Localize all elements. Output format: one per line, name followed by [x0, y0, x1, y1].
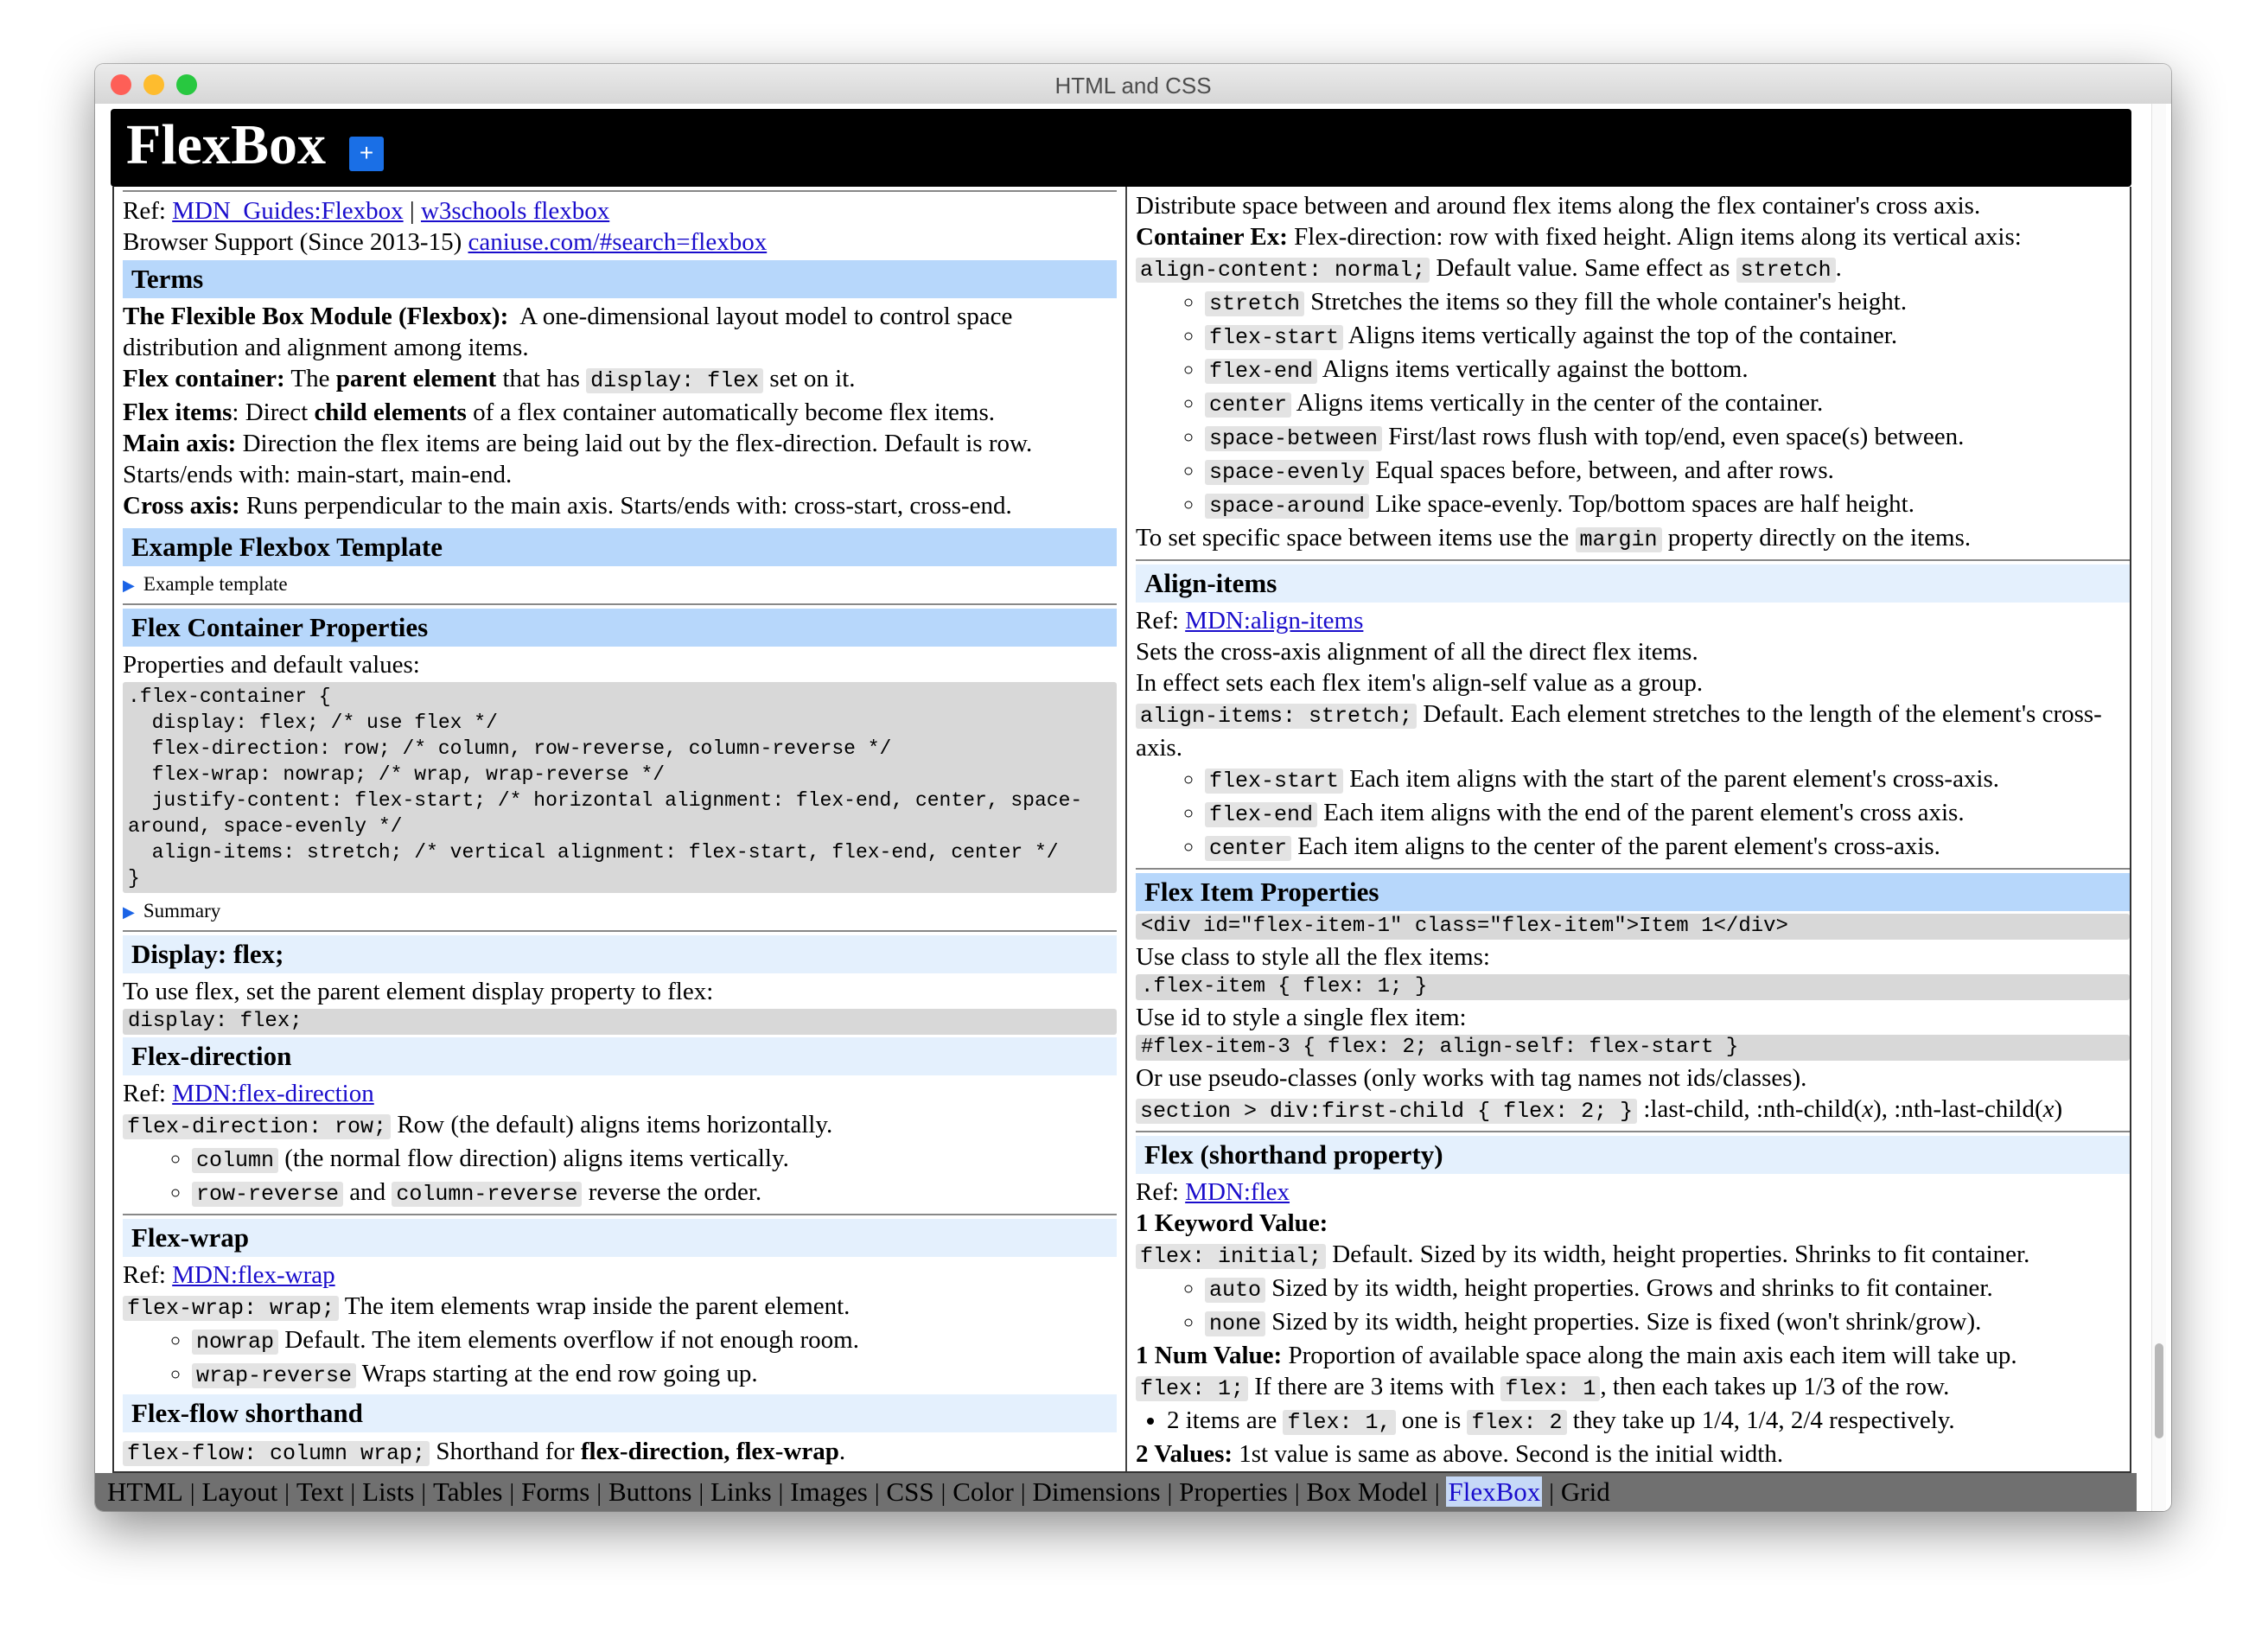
list-item: ◦ center Aligns items vertically in the center of the container.: [1205, 387, 2130, 421]
nav-link-lists[interactable]: Lists: [362, 1476, 415, 1507]
list-item: ◦ flex-start Each item aligns with the start of the parent element's cross-axis.: [1205, 763, 2130, 797]
nav-link-properties[interactable]: Properties: [1179, 1476, 1288, 1507]
flex-container-code: .flex-container { display: flex; /* use flex */ flex-direction: row; /* column, row-reverse, column-reverse */ flex-wrap: nowrap; /* wrap, wrap-reverse */ justify-content: flex-start; /* horizontal alignment: flex-end, center, space-around, space-evenly */ align-items: stretch; /* vertical alignment: flex-start, flex-end, center */ }: [123, 682, 1117, 893]
nav-link-images[interactable]: Images: [790, 1476, 868, 1507]
page-header: [111, 109, 2131, 187]
nav-link-links[interactable]: Links: [710, 1476, 772, 1507]
browser-window: [95, 64, 2171, 1511]
list-item: ◦ nowrap Default. The item elements overflow if not enough room.: [192, 1324, 1117, 1358]
nav-separator: |: [1549, 1480, 1554, 1507]
nav-separator: |: [778, 1480, 784, 1507]
flex-item-properties-header: Flex Item Properties: [1136, 873, 2130, 911]
two-values: 2 Values: 1st value is same as above. Second is the initial width.: [1136, 1440, 1784, 1468]
num-value: 1 Num Value: Proportion of available space along the main axis each item will take up.: [1136, 1342, 2017, 1369]
nav-separator: |: [698, 1480, 704, 1507]
list-item: ◦ auto Sized by its width, height properties. Grows and shrinks to fit container.: [1205, 1272, 2130, 1306]
nav-link-dimensions[interactable]: Dimensions: [1032, 1476, 1161, 1507]
mdn-flex-wrap-link[interactable]: MDN:flex-wrap: [172, 1261, 335, 1289]
display-code: display: flex;: [123, 1009, 1117, 1035]
fip-code2: .flex-item { flex: 1; }: [1136, 974, 2130, 1000]
divider: [1136, 559, 2130, 561]
ac-example: Container Ex: Flex-direction: row with fixed height. Align items along its vertical axis:: [1136, 223, 2022, 251]
nav-separator: |: [509, 1480, 515, 1507]
ai-ref: Ref: MDN:align-items: [1136, 607, 1364, 635]
fip-code3: #flex-item-3 { flex: 2; align-self: flex-start }: [1136, 1035, 2130, 1061]
list-item: • 2 items are flex: 1, one is flex: 2 they take up 1/4, 1/4, 2/4 respectively.: [1167, 1405, 2130, 1438]
disclosure-triangle-icon: ▶: [123, 577, 135, 594]
nav-separator: |: [284, 1480, 290, 1507]
ac-intro: Distribute space between and around flex items along the flex container's cross axis.: [1136, 192, 1981, 220]
expand-button[interactable]: +: [349, 137, 384, 171]
nav-separator: |: [189, 1480, 195, 1507]
display-flex-header: Display: flex;: [123, 935, 1117, 973]
divider: [123, 190, 1117, 192]
num-list: [1136, 1405, 2130, 1438]
nav-link-text[interactable]: Text: [296, 1476, 344, 1507]
term-cross-axis: Cross axis: Runs perpendicular to the main axis. Starts/ends with: cross-start, cross-end.: [123, 492, 1012, 520]
bottom-nav: [95, 1473, 2137, 1511]
nav-link-box-model[interactable]: Box Model: [1306, 1476, 1428, 1507]
page-viewport: [95, 104, 2171, 1511]
example-template-header: Example Flexbox Template: [123, 528, 1117, 566]
list-item: ◦ row-reverse and column-reverse reverse the order.: [192, 1177, 1117, 1210]
w3schools-flexbox-link[interactable]: w3schools flexbox: [420, 197, 610, 225]
nav-separator: |: [874, 1480, 880, 1507]
nav-link-html[interactable]: HTML: [107, 1476, 183, 1507]
nav-separator: |: [1294, 1480, 1300, 1507]
content-area: [112, 187, 2131, 1473]
fd-default: flex-direction: row; Row (the default) aligns items horizontally.: [123, 1109, 1117, 1143]
list-item: ◦ wrap-reverse Wraps starting at the end row going up.: [192, 1358, 1117, 1392]
nav-link-grid[interactable]: Grid: [1560, 1476, 1610, 1507]
mdn-flex-direction-link[interactable]: MDN:flex-direction: [172, 1080, 374, 1107]
terms-header: Terms: [123, 260, 1117, 298]
divider: [123, 1214, 1117, 1215]
mdn-flexbox-link[interactable]: MDN_Guides:Flexbox: [172, 197, 404, 225]
nav-link-flexbox[interactable]: FlexBox: [1448, 1476, 1541, 1507]
fip-text3: Or use pseudo-classes (only works with tag names not ids/classes).: [1136, 1064, 1807, 1092]
mdn-flex-link[interactable]: MDN:flex: [1185, 1178, 1290, 1206]
fd-ref: Ref: MDN:flex-direction: [123, 1080, 374, 1107]
nav-separator: |: [421, 1480, 427, 1507]
align-items-list: [1136, 763, 2130, 864]
caniuse-link[interactable]: caniuse.com/#search=flexbox: [468, 228, 768, 256]
ref-line: [123, 195, 1117, 226]
disclosure-triangle-icon: ▶: [123, 903, 135, 921]
ai-text1: Sets the cross-axis alignment of all the direct flex items.: [1136, 638, 1698, 666]
fcp-intro: Properties and default values:: [123, 651, 420, 679]
keyword-list: [1136, 1272, 2130, 1340]
nav-link-css[interactable]: CSS: [886, 1476, 934, 1507]
ref-separator: |: [409, 197, 415, 225]
nav-link-tables[interactable]: Tables: [433, 1476, 503, 1507]
flex-container-properties-header: Flex Container Properties: [123, 609, 1117, 647]
column-divider: [1125, 187, 1127, 1471]
nav-separator: |: [940, 1480, 946, 1507]
term-flexbox: The Flexible Box Module (Flexbox): A one-dimensional layout model to control space distribution and alignment among items.: [123, 303, 1013, 361]
fip-text2: Use id to style a single flex item:: [1136, 1004, 1467, 1031]
fip-code1: <div id="flex-item-1" class="flex-item">Item 1</div>: [1136, 914, 2130, 940]
align-items-header: Align-items: [1136, 564, 2130, 603]
align-content-list: [1136, 286, 2130, 522]
example-template-toggle[interactable]: ▶ Example template: [123, 573, 288, 595]
list-item: ◦ column (the normal flow direction) aligns items vertically.: [192, 1143, 1117, 1177]
divider: [123, 930, 1117, 932]
num-example: flex: 1; If there are 3 items with flex: 1 , then each takes up 1/3 of the row.: [1136, 1371, 2130, 1405]
flex-shorthand-header: Flex (shorthand property): [1136, 1136, 2130, 1174]
title-bar: [95, 64, 2171, 105]
flex-wrap-list: [123, 1324, 1117, 1392]
fip-pseudo: section > div:first-child { flex: 2; } :last-child, :nth-child(x), :nth-last-child(x): [1136, 1094, 2130, 1127]
list-item: ◦ flex-end Each item aligns with the end of the parent element's cross axis.: [1205, 797, 2130, 831]
flex-direction-list: [123, 1143, 1117, 1210]
list-item: ◦ space-between First/last rows flush with top/end, even space(s) between.: [1205, 421, 2130, 455]
nav-link-buttons[interactable]: Buttons: [608, 1476, 692, 1507]
list-item: ◦ space-evenly Equal spaces before, between, and after rows.: [1205, 455, 2130, 488]
flex-ref: Ref: MDN:flex: [1136, 1178, 1290, 1206]
kw-default: flex: initial; Default. Sized by its width, height properties. Shrinks to fit container.: [1136, 1239, 2130, 1272]
kw-title: 1 Keyword Value:: [1136, 1209, 1328, 1237]
list-item: ◦ stretch Stretches the items so they fill the whole container's height.: [1205, 286, 2130, 320]
support-text: Browser Support (Since 2013-15): [123, 228, 462, 256]
nav-separator: |: [1167, 1480, 1173, 1507]
nav-separator: |: [350, 1480, 356, 1507]
term-flex-items: Flex items: Direct child elements of a flex container automatically become flex items.: [123, 399, 996, 426]
term-flex-container: Flex container: The parent element that has display: flex set on it.: [123, 365, 856, 393]
ff-text: flex-flow: column wrap; Shorthand for flex-direction, flex-wrap.: [123, 1436, 1117, 1470]
divider: [1136, 1131, 2130, 1132]
ai-text2: In effect sets each flex item's align-self value as a group.: [1136, 669, 1704, 697]
ref-label: Ref:: [123, 197, 166, 225]
term-main-axis: Main axis: Direction the flex items are being laid out by the flex-direction. Default is row. Starts/ends with: main-start, main-end.: [123, 430, 1033, 488]
divider: [1136, 868, 2130, 870]
summary-toggle[interactable]: ▶ Summary: [123, 900, 221, 922]
flex-direction-header: Flex-direction: [123, 1037, 1117, 1075]
left-column: [123, 187, 1117, 1471]
display-text: To use flex, set the parent element display property to flex:: [123, 978, 714, 1005]
browser-support-line: [123, 226, 1117, 258]
nav-separator: |: [1020, 1480, 1026, 1507]
list-item: ◦ flex-start Aligns items vertically against the top of the container.: [1205, 320, 2130, 354]
fip-text1: Use class to style all the flex items:: [1136, 943, 1490, 971]
ac-margin-note: To set specific space between items use the margin property directly on the items.: [1136, 524, 1972, 552]
nav-separator: |: [1434, 1480, 1440, 1507]
divider: [123, 603, 1117, 605]
list-item: ◦ none Sized by its width, height properties. Size is fixed (won't shrink/grow).: [1205, 1306, 2130, 1340]
flex-wrap-header: Flex-wrap: [123, 1219, 1117, 1257]
fw-default: flex-wrap: wrap; The item elements wrap inside the parent element.: [123, 1291, 1117, 1324]
list-item: ◦ flex-end Aligns items vertically against the bottom.: [1205, 354, 2130, 387]
page-title: FlexBox: [126, 113, 326, 176]
mdn-align-items-link[interactable]: MDN:align-items: [1185, 607, 1364, 635]
nav-link-layout[interactable]: Layout: [201, 1476, 278, 1507]
nav-separator: |: [596, 1480, 602, 1507]
list-item: ◦ space-around Like space-evenly. Top/bottom spaces are half height.: [1205, 488, 2130, 522]
ai-default: align-items: stretch; Default. Each element stretches to the length of the element's cross-axis.: [1136, 700, 2102, 762]
window-title: HTML and CSS: [1054, 73, 1212, 99]
vertical-scrollbar[interactable]: [2151, 104, 2166, 1511]
nav-link-forms[interactable]: Forms: [521, 1476, 590, 1507]
nav-link-color[interactable]: Color: [952, 1476, 1014, 1507]
list-item: ◦ center Each item aligns to the center of the parent element's cross-axis.: [1205, 831, 2130, 864]
right-column: [1136, 187, 2130, 1471]
fw-ref: Ref: MDN:flex-wrap: [123, 1261, 335, 1289]
flex-flow-header: Flex-flow shorthand: [123, 1394, 1117, 1432]
scroll-thumb[interactable]: [2155, 1343, 2163, 1438]
ac-default: align-content: normal; Default value. Same effect as stretch .: [1136, 252, 2130, 286]
